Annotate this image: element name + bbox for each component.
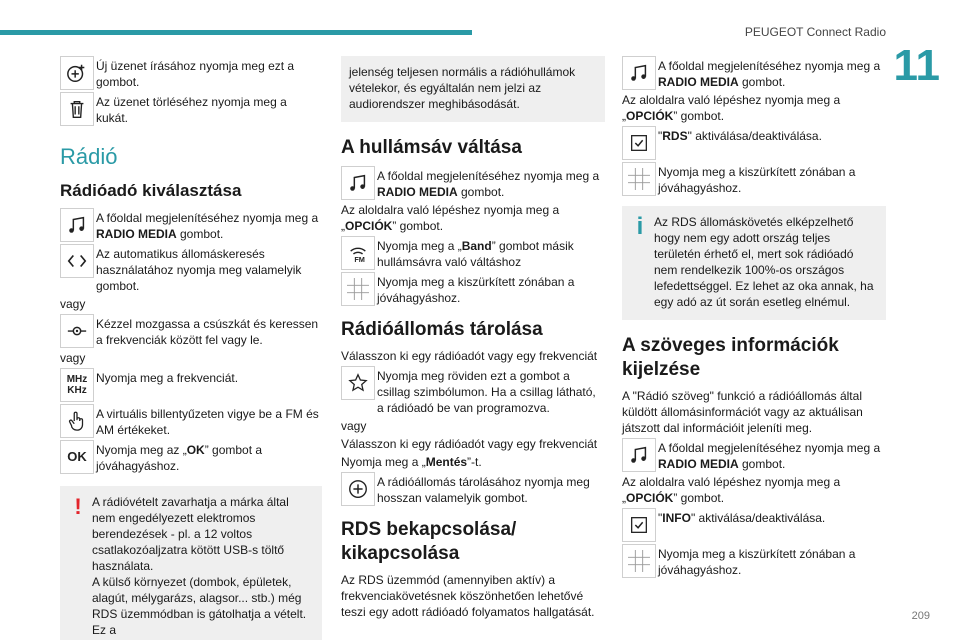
- radio-media-text: A főoldal megjelenítéséhez nyomja meg a: [96, 211, 319, 225]
- grey-zone-icon: [341, 272, 375, 306]
- info-box: [622, 206, 886, 320]
- delete-message-row: [60, 92, 322, 126]
- save-text-end: ”-t.: [467, 455, 482, 469]
- band-radio-media-label: RADIO MEDIA: [377, 185, 458, 199]
- band-button-end: ” gombot másik hullámsávra való váltáshoz: [377, 239, 574, 269]
- band-options-label: OPCIÓK: [345, 219, 393, 233]
- rds-options-text: Az aloldalra való lépéshez nyomja meg a „: [622, 93, 841, 123]
- star-icon: [341, 366, 375, 400]
- info-toggle-row: [622, 508, 886, 542]
- warning-box: [60, 486, 322, 640]
- save-label: Mentés: [425, 455, 468, 469]
- new-message-icon: [60, 56, 94, 90]
- warning-icon: !: [74, 494, 82, 519]
- checkbox-icon: [622, 126, 656, 160]
- band-confirm-row: [341, 272, 605, 306]
- new-message-text: Új üzenet írásához nyomja meg ezt a gombot.: [96, 59, 295, 89]
- long-press-text: A rádióállomás tárolásához nyomja meg hosszan valamelyik gombot.: [377, 475, 590, 505]
- column-2: [341, 56, 605, 622]
- warning-text: A rádióvételt zavarhatja a márka által nem engedélyezett elektromos berendezések - pl. a 12 voltos csatlakozóaljzatra kötött USB-s töltő használata. A külső környezet (dombok, épületek, alagút, mélygarázs, alagsor... stb.) még RDS üzemmódban is gátolhatja a vételt. Ez a: [92, 495, 307, 637]
- rds-toggle-text: ": [658, 129, 663, 143]
- warning-box-continued: [341, 56, 605, 122]
- rds-radio-media-end: gombot.: [738, 75, 786, 89]
- keyboard-text: A virtuális billentyűzeten vigye be a FM és AM értékeket.: [96, 407, 319, 437]
- fm-label: FM: [354, 255, 365, 264]
- ti-confirm-row: [622, 544, 886, 578]
- heading-rds: RDS bekapcsolása/ kikapcsolása: [341, 519, 517, 564]
- music-note-icon: [60, 208, 94, 242]
- slider-icon: [60, 314, 94, 348]
- ok-label: OK: [186, 443, 205, 457]
- grey-zone-icon: [622, 544, 656, 578]
- band-confirm-text: Nyomja meg a kiszürkített zónában a jóváhagyáshoz.: [377, 275, 575, 305]
- info-toggle-text: ": [658, 511, 663, 525]
- ti-options-text: Az aloldalra való lépéshez nyomja meg a „: [622, 475, 841, 505]
- ti-radio-media-label: RADIO MEDIA: [658, 457, 739, 471]
- band-button-label: Band: [461, 239, 492, 253]
- slider-row: [60, 314, 322, 348]
- band-options-end: ” gombot.: [392, 219, 444, 233]
- store-intro-text: Válasszon ki egy rádióadót vagy egy frekvenciát: [341, 349, 598, 363]
- info-icon: i: [636, 213, 644, 240]
- radio-media-label: RADIO MEDIA: [96, 227, 177, 241]
- slider-text: Kézzel mozgassa a csúszkát és keressen a frekvenciák között fel vagy le.: [96, 317, 319, 347]
- star-text: Nyomja meg röviden ezt a gombot a csillag szimbólumon. Ha a csillag látható, a rádióadó be van programozva.: [377, 369, 596, 415]
- rds-options-label: OPCIÓK: [626, 109, 674, 123]
- star-row: [341, 366, 605, 416]
- rds-confirm-text: Nyomja meg a kiszürkített zónában a jóváhagyáshoz.: [658, 165, 856, 195]
- section-title-radio: Rádió: [60, 144, 118, 169]
- radio-media-text-end: gombot.: [176, 227, 224, 241]
- fm-radio-icon: [341, 236, 375, 270]
- ti-options-end: ” gombot.: [673, 491, 725, 505]
- or-text-2: vagy: [60, 351, 86, 365]
- mhz-khz-icon: MHz KHz: [60, 368, 94, 402]
- heading-station-store: Rádióállomás tárolása: [341, 319, 543, 340]
- chevron-left-right-icon: [60, 244, 94, 278]
- rds-options-end: ” gombot.: [673, 109, 725, 123]
- ok-text: Nyomja meg az „: [96, 443, 187, 457]
- band-button-row: [341, 236, 605, 270]
- ti-options-label: OPCIÓK: [626, 491, 674, 505]
- band-options-text: Az aloldalra való lépéshez nyomja meg a „: [341, 203, 560, 233]
- ok-icon: OK: [60, 440, 94, 474]
- save-text: Nyomja meg a „: [341, 455, 426, 469]
- ti-confirm-text: Nyomja meg a kiszürkített zónában a jóváhagyáshoz.: [658, 547, 856, 577]
- ok-row: [60, 440, 322, 474]
- info-toggle-label: INFO: [662, 511, 691, 525]
- column-3: [622, 56, 886, 580]
- band-radio-media-text: A főoldal megjelenítéséhez nyomja meg a: [377, 169, 600, 183]
- plus-icon: [341, 472, 375, 506]
- rds-confirm-row: [622, 162, 886, 196]
- autoscan-text: Az automatikus állomáskeresés használatához nyomja meg valamelyik gombot.: [96, 247, 302, 293]
- heading-station-select: Rádióadó kiválasztása: [60, 181, 242, 200]
- frequency-text: Nyomja meg a frekvenciát.: [96, 371, 239, 385]
- trash-icon: [60, 92, 94, 126]
- hand-touch-icon: [60, 404, 94, 438]
- info-toggle-end: " aktiválása/deaktiválása.: [690, 511, 826, 525]
- ti-radio-media-row: [622, 438, 886, 472]
- info-text: Az RDS állomáskövetés elképzelhető hogy nem egy adott ország teljes területén érhető el, mert sok rádióadó nem rendelkezik 100%-os országos lefedettséggel. Ez lehet az oka annak, ha egy adó az út során esetleg elnémul.: [654, 215, 874, 309]
- band-radio-media-row: [341, 166, 605, 200]
- long-press-row: [341, 472, 605, 506]
- or-text-3: vagy: [341, 419, 367, 433]
- chapter-number: 11: [893, 41, 940, 90]
- new-message-row: [60, 56, 322, 90]
- ti-radio-media-text: A főoldal megjelenítéséhez nyomja meg a: [658, 441, 881, 455]
- music-note-icon: [341, 166, 375, 200]
- autoscan-row: [60, 244, 322, 294]
- rds-intro-text: Az RDS üzemmód (amennyiben aktív) a frekvenciakövetésnek köszönhetően lehetővé teszi egy adott rádióadó folyamatos hallgatását.: [341, 573, 595, 619]
- checkbox-icon: [622, 508, 656, 542]
- rds-toggle-end: " aktiválása/deaktiválása.: [687, 129, 822, 143]
- music-note-icon: [622, 56, 656, 90]
- frequency-row: [60, 368, 322, 402]
- header-accent-bar: [0, 30, 472, 35]
- music-note-icon: [622, 438, 656, 472]
- store-intro-text-2: Válasszon ki egy rádióadót vagy egy frekvenciát: [341, 437, 598, 451]
- rds-radio-media-text: A főoldal megjelenítéséhez nyomja meg a: [658, 59, 881, 73]
- heading-band-change: A hullámsáv váltása: [341, 137, 522, 158]
- rds-toggle-label: RDS: [662, 129, 688, 143]
- text-info-intro: A "Rádió szöveg" funkció a rádióállomás által küldött állomásinformációt vagy az aktuálisan játszott dal információit jeleníti meg.: [622, 389, 863, 435]
- rds-radio-media-row: [622, 56, 886, 90]
- manual-title: PEUGEOT Connect Radio: [744, 25, 886, 39]
- or-text-1: vagy: [60, 297, 86, 311]
- keyboard-row: [60, 404, 322, 438]
- page-number: 209: [911, 610, 930, 622]
- band-button-text: Nyomja meg a „: [377, 239, 462, 253]
- rds-radio-media-label: RADIO MEDIA: [658, 75, 739, 89]
- band-radio-media-end: gombot.: [457, 185, 505, 199]
- ti-radio-media-end: gombot.: [738, 457, 786, 471]
- grey-zone-icon: [622, 162, 656, 196]
- column-1: [60, 56, 322, 640]
- radio-media-row: [60, 208, 322, 242]
- rds-toggle-row: [622, 126, 886, 160]
- warning-continued-text: jelenség teljesen normális a rádióhullámok vételekor, és egyáltalán nem jelzi az audiorendszer meghibásodását.: [349, 65, 576, 111]
- delete-message-text: Az üzenet törléséhez nyomja meg a kukát.: [96, 95, 287, 125]
- heading-text-info: A szöveges információk kijelzése: [622, 335, 839, 380]
- ok-text-end: ” gombot a jóváhagyáshoz.: [96, 443, 263, 473]
